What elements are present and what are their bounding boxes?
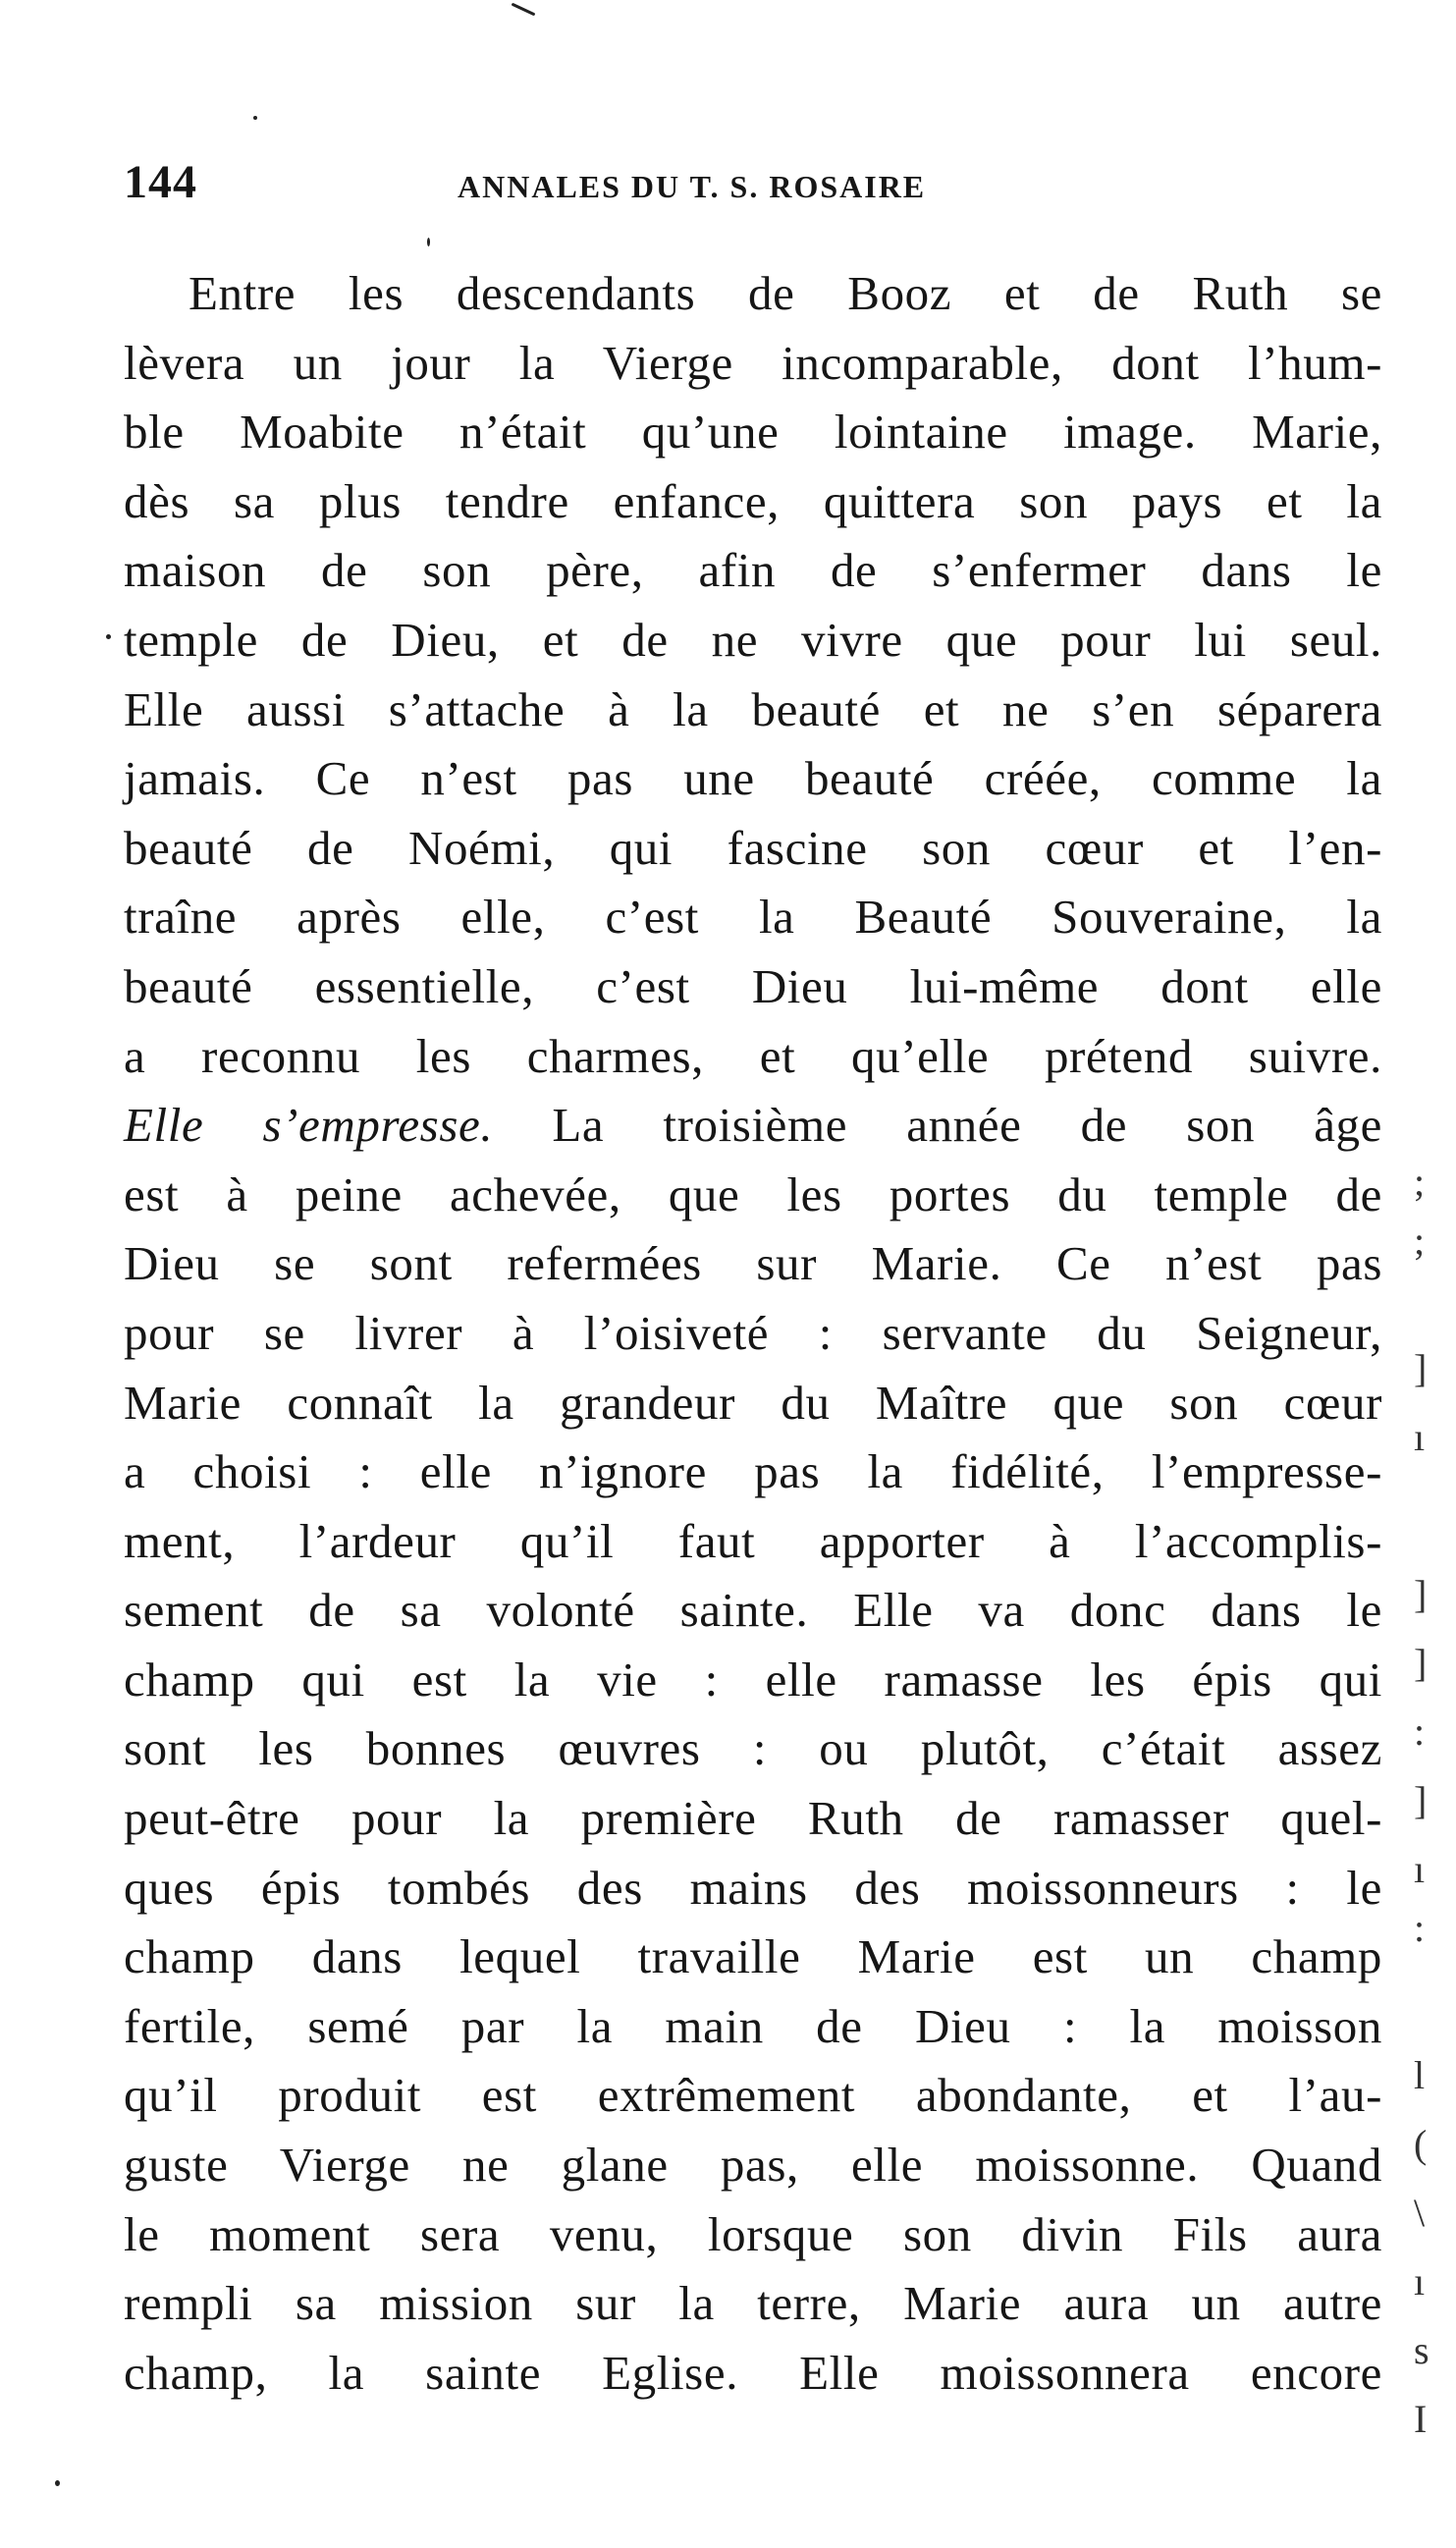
margin-mark: \: [1414, 2191, 1426, 2235]
text-line: pour se livrer à l’oisiveté : servante du Seigneur,: [124, 1305, 1382, 1360]
text-line: le moment sera venu, lorsque son divin Fils aura: [124, 2206, 1382, 2261]
text-line: maison de son père, afin de s’enfermer dans le: [124, 543, 1382, 598]
running-head: [124, 155, 1400, 214]
margin-mark: :: [1414, 1709, 1426, 1754]
running-title: ANNALES DU T. S. ROSAIRE: [458, 169, 927, 204]
text-line: jamais. Ce n’est pas une beauté créée, comme la: [124, 751, 1382, 806]
margin-mark: :: [1414, 1906, 1426, 1950]
margin-mark: I: [1414, 2397, 1428, 2441]
margin-mark: ]: [1414, 1641, 1428, 1685]
text-line-rest: La troisième année de son âge: [493, 1098, 1382, 1153]
text-line: traîne après elle, c’est la Beauté Souveraine, la: [124, 890, 1382, 945]
margin-mark: ]: [1414, 1346, 1428, 1390]
text-line: beauté de Noémi, qui fascine son cœur et l’en-: [124, 820, 1382, 875]
text-line: fertile, semé par la main de Dieu : la moisson: [124, 1998, 1382, 2053]
margin-mark: ]: [1414, 1572, 1428, 1616]
text-line: champ dans lequel travaille Marie est un champ: [124, 1929, 1382, 1984]
text-line: peut-être pour la première Ruth de ramasser quel-: [124, 1791, 1382, 1846]
text-line: rempli sa mission sur la terre, Marie aura un autre: [124, 2276, 1382, 2331]
text-line: sement de sa volonté sainte. Elle va donc dans le: [124, 1583, 1382, 1638]
text-line: a choisi : elle n’ignore pas la fidélité, l’empresse-: [124, 1444, 1382, 1499]
body-text: [124, 259, 1382, 2408]
margin-mark: (: [1414, 2122, 1428, 2166]
text-line: a reconnu les charmes, et qu’elle prétend suivre.: [124, 1028, 1382, 1083]
print-speck: [106, 634, 111, 639]
margin-mark: ı: [1414, 1847, 1426, 1891]
text-line: ques épis tombés des mains des moissonneurs : le: [124, 1860, 1382, 1915]
text-line: champ, la sainte Eglise. Elle moissonnera encore: [124, 2345, 1382, 2400]
text-line: temple de Dieu, et de ne vivre que pour lui seul.: [124, 612, 1382, 667]
margin-bleed-marks: [1414, 884, 1453, 2455]
text-line: dès sa plus tendre enfance, quittera son pays et la: [124, 473, 1382, 528]
margin-mark: ;: [1414, 1219, 1426, 1263]
print-speck: [253, 116, 257, 120]
text-line: guste Vierge ne glane pas, elle moissonne. Quand: [124, 2138, 1382, 2193]
text-line: est à peine achevée, que les portes du temple de: [124, 1166, 1382, 1221]
text-line: Entre les descendants de Booz et de Ruth se: [189, 266, 1382, 320]
print-speck: [512, 3, 536, 17]
italic-phrase: Elle s’empresse.: [124, 1098, 494, 1153]
text-line: ment, l’ardeur qu’il faut apporter à l’accomplis-: [124, 1513, 1382, 1568]
margin-mark: ]: [1414, 1778, 1428, 1822]
text-line: Elle aussi s’attache à la beauté et ne s’en séparera: [124, 681, 1382, 736]
text-line: Marie connaît la grandeur du Maître que son cœur: [124, 1375, 1382, 1430]
text-line: qu’il produit est extrêmement abondante, et l’au-: [124, 2068, 1382, 2123]
margin-mark: ı: [1414, 1415, 1426, 1459]
text-line: sont les bonnes œuvres : ou plutôt, c’était assez: [124, 1721, 1382, 1776]
text-line-with-italic: [124, 1091, 1382, 1161]
print-speck: [427, 238, 430, 246]
text-line: lèvera un jour la Vierge incomparable, dont l’hum-: [124, 335, 1382, 390]
margin-mark: ı: [1414, 2259, 1426, 2304]
text-line: beauté essentielle, c’est Dieu lui-même dont elle: [124, 958, 1382, 1013]
margin-mark: l: [1414, 2053, 1426, 2097]
text-line: ble Moabite n’était qu’une lointaine image. Marie,: [124, 405, 1382, 460]
margin-mark: s: [1414, 2328, 1429, 2372]
page-number: 144: [124, 156, 197, 208]
print-speck: [55, 2480, 60, 2486]
margin-mark: ;: [1414, 1160, 1426, 1204]
text-line: champ qui est la vie : elle ramasse les épis qui: [124, 1652, 1382, 1707]
text-line: Dieu se sont refermées sur Marie. Ce n’est pas: [124, 1236, 1382, 1291]
